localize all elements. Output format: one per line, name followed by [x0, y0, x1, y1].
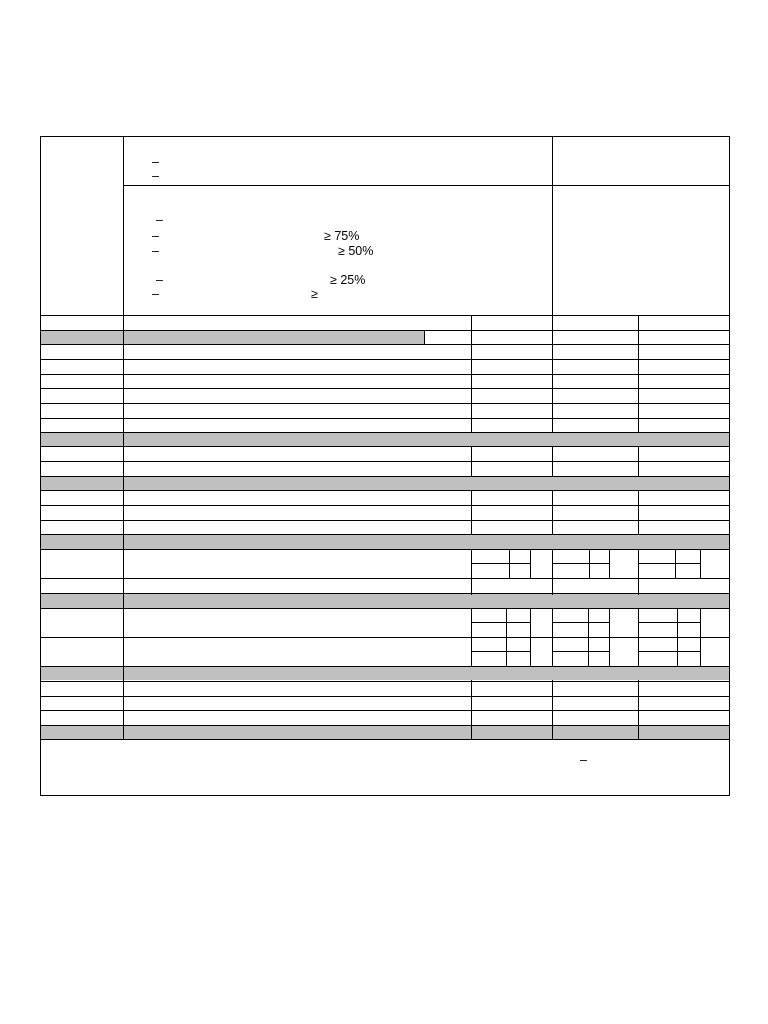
- row-divider: [40, 403, 730, 404]
- criteria-threshold: ≥ 75%: [324, 229, 360, 243]
- criteria-threshold: ≥: [311, 287, 318, 301]
- subcell-divider: [588, 608, 589, 666]
- column-divider: [471, 608, 472, 667]
- row-divider: [40, 432, 730, 433]
- column-divider: [552, 446, 553, 477]
- criteria-dash: –: [152, 244, 159, 258]
- subcell-divider: [471, 651, 530, 652]
- row-divider: [40, 330, 730, 331]
- section-header-row: [41, 433, 729, 446]
- row-divider: [40, 461, 730, 462]
- row-divider: [40, 696, 730, 697]
- subcell-divider: [700, 549, 701, 578]
- column-divider: [638, 315, 639, 433]
- subcell-divider: [471, 622, 530, 623]
- criteria-dash: –: [156, 273, 163, 287]
- column-divider: [552, 136, 553, 315]
- row-divider: [40, 578, 730, 579]
- row-divider: [40, 549, 730, 550]
- criteria-dash: –: [152, 287, 159, 301]
- row-divider: [40, 476, 730, 477]
- row-divider: [40, 490, 730, 491]
- table-border: [40, 136, 730, 137]
- subcell-divider: [552, 622, 609, 623]
- row-divider: [123, 185, 729, 186]
- subcell-divider: [609, 608, 610, 666]
- row-divider: [40, 534, 730, 535]
- subcell-divider: [700, 608, 701, 666]
- column-divider: [638, 549, 639, 595]
- row-divider: [40, 739, 730, 740]
- instruction-dash: –: [152, 155, 159, 169]
- table-border: [40, 136, 41, 796]
- section-header-row: [41, 535, 729, 549]
- criteria-threshold: ≥ 25%: [330, 273, 366, 287]
- section-header-row: [41, 594, 729, 608]
- subcell-divider: [552, 563, 609, 564]
- row-divider: [40, 446, 730, 447]
- column-divider: [552, 680, 553, 740]
- row-divider: [40, 315, 730, 316]
- subcell-divider: [638, 651, 700, 652]
- column-divider: [471, 315, 472, 433]
- subcell-divider: [552, 651, 609, 652]
- row-divider: [40, 725, 730, 726]
- subcell-divider: [471, 563, 530, 564]
- section-header-row: [41, 477, 729, 490]
- column-divider: [424, 330, 425, 344]
- column-divider: [638, 490, 639, 535]
- column-divider: [471, 446, 472, 477]
- column-divider: [471, 680, 472, 740]
- column-divider: [552, 608, 553, 667]
- column-divider: [471, 549, 472, 595]
- row-divider: [40, 608, 730, 609]
- row-divider: [40, 637, 730, 638]
- column-divider: [638, 680, 639, 740]
- section-header-row: [41, 667, 729, 680]
- subcell-divider: [530, 549, 531, 578]
- footer-dash: –: [580, 753, 587, 767]
- criteria-dash: –: [152, 229, 159, 243]
- row-divider: [40, 593, 730, 594]
- column-divider: [123, 136, 124, 740]
- column-divider: [471, 490, 472, 535]
- row-divider: [40, 710, 730, 711]
- evaluation-form-table: [40, 136, 730, 796]
- column-divider: [552, 315, 553, 433]
- table-border: [40, 795, 730, 796]
- subcell-divider: [530, 608, 531, 666]
- instruction-dash: –: [152, 169, 159, 183]
- subcell-divider: [638, 622, 700, 623]
- row-divider: [40, 388, 730, 389]
- column-divider: [552, 549, 553, 595]
- shaded-row: [41, 331, 424, 344]
- row-divider: [40, 666, 730, 667]
- row-divider: [40, 505, 730, 506]
- total-row: [41, 726, 729, 739]
- row-divider: [40, 359, 730, 360]
- column-divider: [552, 490, 553, 535]
- column-divider: [638, 446, 639, 477]
- subcell-divider: [609, 549, 610, 578]
- subcell-divider: [506, 608, 507, 666]
- row-divider: [40, 520, 730, 521]
- row-divider: [40, 344, 730, 345]
- criteria-threshold: ≥ 50%: [338, 244, 374, 258]
- subcell-divider: [638, 563, 700, 564]
- column-divider: [638, 608, 639, 667]
- row-divider: [40, 681, 730, 682]
- row-divider: [40, 374, 730, 375]
- row-divider: [40, 418, 730, 419]
- criteria-dash: –: [156, 213, 163, 227]
- subcell-divider: [677, 608, 678, 666]
- table-border: [729, 136, 730, 796]
